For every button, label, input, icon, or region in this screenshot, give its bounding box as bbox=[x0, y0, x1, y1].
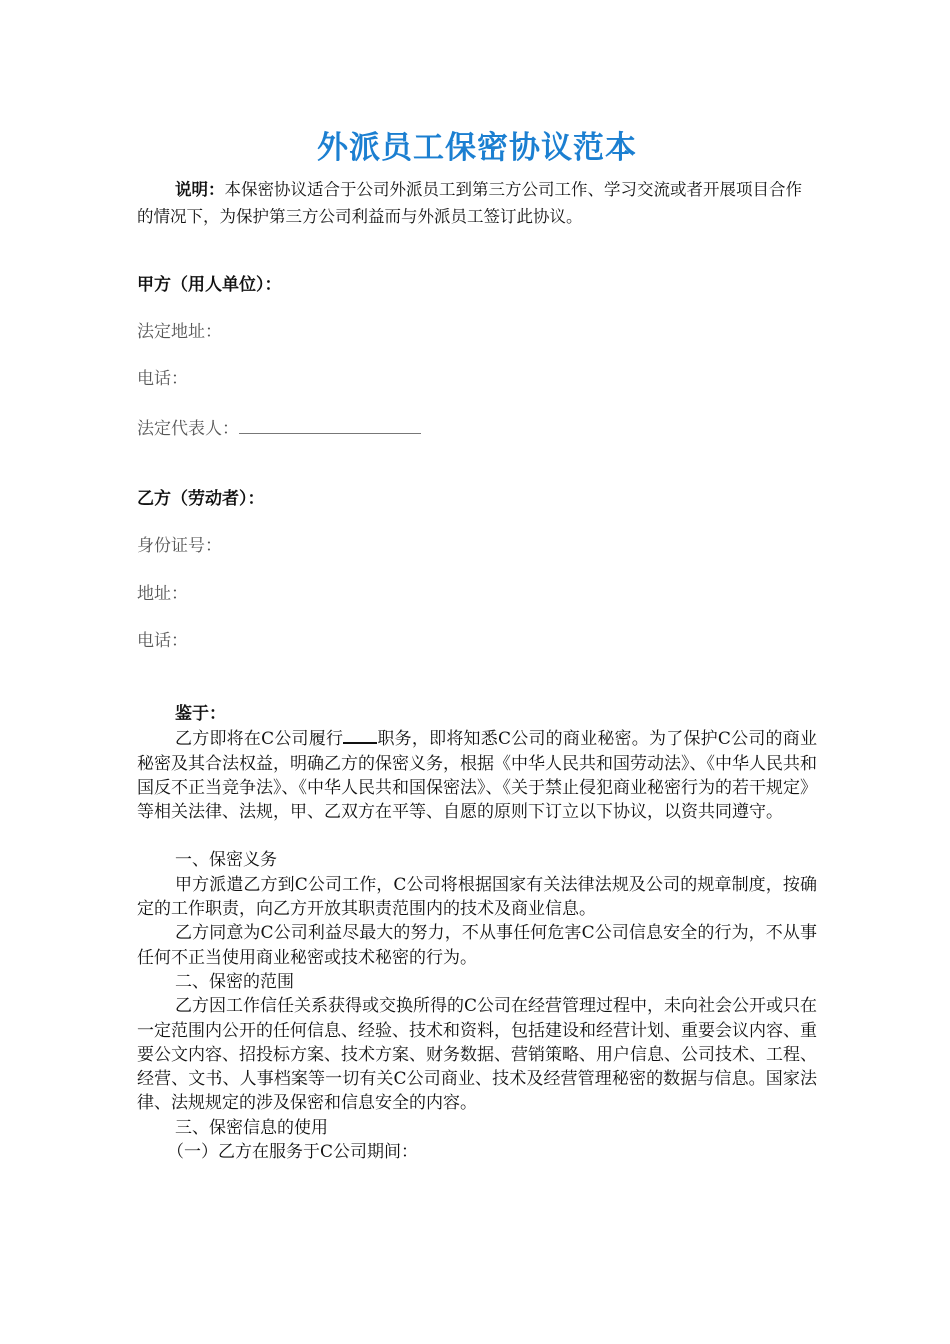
intro-label: 说明： bbox=[175, 180, 225, 199]
section-1-paragraph-2: 乙方同意为C公司利益尽最大的努力，不从事任何危害C公司信息安全的行为，不从事任何不正当使用商业秘密或技术秘密的行为。 bbox=[137, 923, 817, 968]
agreement-body bbox=[137, 702, 817, 1164]
party-a-heading: 甲方（用人单位）： bbox=[137, 275, 282, 295]
spacer bbox=[137, 824, 817, 848]
whereas-heading: 鉴于： bbox=[175, 704, 226, 724]
party-b-address-label: 地址： bbox=[137, 584, 188, 604]
section-2-paragraph-1: 乙方因工作信任关系获得或交换所得的C公司在经营管理过程中，未向社会公开或只在一定范围内公开的任何信息、经验、技术和资料，包括建设和经营计划、重要会议内容、重要公文内容、招投标方案、技术方案、财务数据、营销策略、用户信息、公司技术、工程、经营、文书、人事档案等一切有关C公司商业、技术及经营管理秘密的数据与信息。国家法律、法规规定的涉及保密和信息安全的内容。 bbox=[137, 996, 818, 1114]
whereas-text-2: 职务，即将知悉C公司的商业秘密。为了保护C公司的商业秘密及其合法权益，明确乙方的保密义务，根据《中华人民共和国劳动法》、《中华人民共和国反不正当竞争法》、《中华人民共和国保密法》、《关于禁止侵犯商业秘密行为的若干规定》等相关法律、法规，甲、乙双方在平等、自愿的原则下订立以下协议，以资共同遵守。 bbox=[137, 729, 818, 823]
section-1-paragraph-1: 甲方派遣乙方到C公司工作，C公司将根据国家有关法律法规及公司的规章制度，按确定的工作职责，向乙方开放其职责范围内的技术及商业信息。 bbox=[137, 874, 817, 920]
party-b-heading: 乙方（劳动者）： bbox=[137, 489, 265, 509]
party-b-id-label: 身份证号： bbox=[137, 536, 222, 556]
section-3-paragraph-1: （一）乙方在服务于C公司期间： bbox=[167, 1142, 419, 1163]
party-a-address-label: 法定地址： bbox=[137, 322, 222, 342]
party-a-phone-label: 电话： bbox=[137, 369, 188, 389]
duty-blank-line bbox=[343, 726, 377, 744]
whereas-paragraph bbox=[137, 726, 817, 824]
intro-paragraph bbox=[137, 176, 817, 230]
section-3-heading: 三、保密信息的使用 bbox=[175, 1117, 328, 1138]
intro-text: 本保密协议适合于公司外派员工到第三方公司工作、学习交流或者开展项目合作的情况下，为保护第三方公司利益而与外派员工签订此协议。 bbox=[137, 180, 802, 226]
whereas-text-1: 乙方即将在C公司履行 bbox=[175, 729, 344, 750]
party-b-phone-label: 电话： bbox=[137, 631, 188, 651]
section-1-heading: 一、保密义务 bbox=[175, 850, 277, 871]
document-title: 外派员工保密协议范本 bbox=[317, 130, 637, 166]
section-2-heading: 二、保密的范围 bbox=[175, 971, 294, 992]
party-a-rep-row bbox=[137, 415, 421, 441]
rep-signature-line bbox=[239, 415, 421, 434]
party-a-rep-label: 法定代表人： bbox=[137, 419, 239, 439]
